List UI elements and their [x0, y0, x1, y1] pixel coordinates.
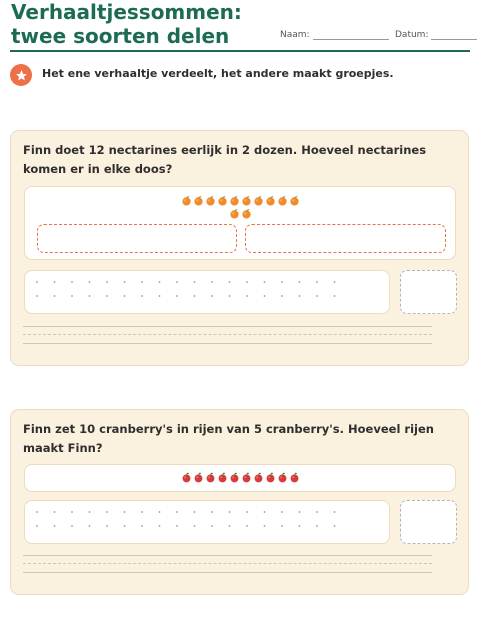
cranberry-icon [205, 472, 216, 483]
problem-question-2: Finn zet 10 cranberry's in rijen van 5 cranberry's. Hoeveel rijen maakt Finn? [23, 422, 434, 455]
page-title: Verhaaltjessommen: twee soorten delen [11, 0, 242, 48]
name-label: Naam: [280, 30, 310, 40]
dot-grid-2 [25, 501, 391, 545]
cranberry-icon [289, 472, 300, 483]
writing-line [23, 326, 432, 327]
picture-area-2 [24, 464, 456, 492]
nectarine-icon [205, 195, 216, 206]
cranberry-icon [217, 472, 228, 483]
date-label: Datum: [395, 30, 429, 40]
writing-line [23, 343, 432, 344]
problem-card-2 [10, 409, 469, 595]
writing-line [23, 563, 432, 564]
group-box-1[interactable] [37, 224, 237, 253]
cranberry-icon [193, 472, 204, 483]
dot-grid-1 [25, 271, 391, 315]
nectarine-icon [217, 195, 228, 206]
nectarine-icon [241, 195, 252, 206]
group-box-2[interactable] [245, 224, 446, 253]
name-field[interactable] [280, 30, 389, 40]
answer-box-2[interactable] [400, 500, 457, 544]
nectarine-icon [229, 208, 240, 219]
cranberry-icon [229, 472, 240, 483]
problem-card-1 [10, 130, 469, 366]
nectarine-icon [181, 195, 192, 206]
writing-line [23, 572, 432, 573]
nectarine-icon [277, 195, 288, 206]
header-divider [10, 50, 470, 52]
nectarine-icon [229, 195, 240, 206]
work-area-2[interactable] [24, 500, 390, 544]
nectarine-icon [241, 208, 252, 219]
date-field[interactable] [395, 30, 477, 40]
cranberry-icon [265, 472, 276, 483]
problem-question-1: Finn doet 12 nectarines eerlijk in 2 dozen. Hoeveel nectarines komen er in elke doos? [23, 143, 427, 176]
nectarine-icon [253, 195, 264, 206]
instruction-text: Het ene verhaaltje verdeelt, het andere maakt groepjes. [42, 67, 394, 80]
picture-area-1 [24, 186, 456, 260]
star-icon [10, 64, 32, 86]
answer-box-1[interactable] [400, 270, 457, 314]
nectarine-icon [289, 195, 300, 206]
writing-line [23, 334, 432, 335]
cranberry-icon [181, 472, 192, 483]
nectarine-icon [265, 195, 276, 206]
work-area-1[interactable] [24, 270, 390, 314]
nectarine-icon [193, 195, 204, 206]
cranberry-icon [241, 472, 252, 483]
writing-line [23, 555, 432, 556]
cranberry-icon [277, 472, 288, 483]
cranberry-icon [253, 472, 264, 483]
